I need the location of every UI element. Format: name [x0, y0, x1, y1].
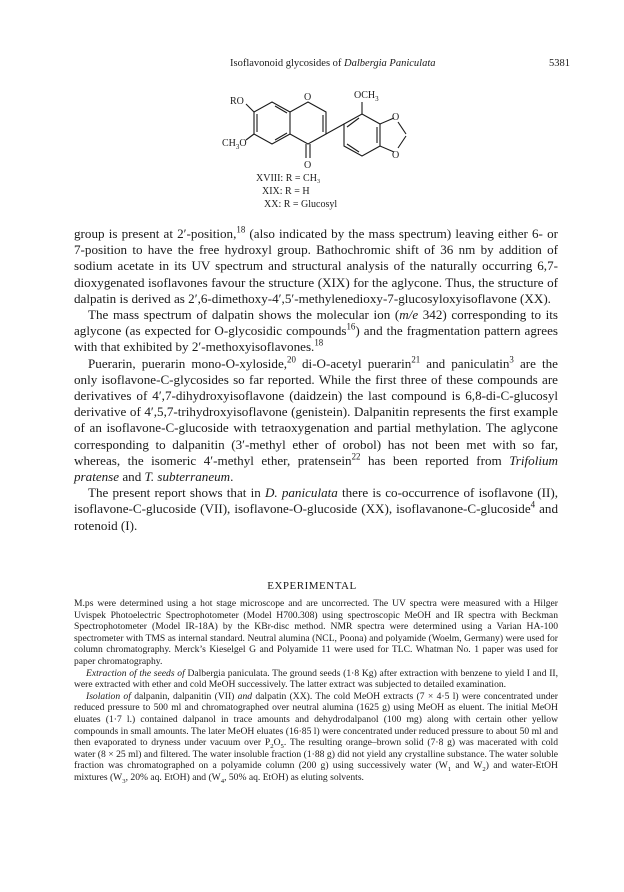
- section-heading-experimental: EXPERIMENTAL: [267, 580, 357, 592]
- experimental-section: [74, 598, 558, 784]
- chemical-structure: [220, 84, 440, 184]
- paragraph: The present report shows that in D. paniculata there is co-occurrence of isoflavone (II), isoflavone-C-glucoside (VII), isoflavone-O-glucoside (XX), isoflavanone-C-glucoside$^4$ and rotenoid (I).: [74, 485, 558, 533]
- paragraph: The mass spectrum of dalpatin shows the molecular ion (m/e 342) corresponding to its aglycone (as expected for O-glycosidic compounds$^{16}$) and the fragmentation pattern agrees with that exhibited by 2′-methoxyisoflavones.$^{18}$: [74, 307, 558, 355]
- compound-label-xx: XX: R = Glucosyl: [264, 199, 338, 210]
- citation: 16: [346, 321, 356, 332]
- atom-methylenedioxy-o1: O: [392, 112, 400, 123]
- atom-ro: RO: [230, 96, 244, 107]
- isoflavone-structure-drawing: [220, 84, 440, 184]
- atom-carbonyl-oxygen: O: [304, 160, 312, 171]
- atom-och3: $OCH_3$: [354, 90, 379, 103]
- citation: 22: [351, 451, 361, 462]
- citation: 3: [509, 354, 514, 365]
- citation: 18: [236, 224, 246, 235]
- paragraph: Puerarin, puerarin mono-O-xyloside,$^{20}$ di-O-acetyl puerarin$^{21}$ and paniculatin$^3$ are the only isoflavone-C-glycosides so far reported. While the first three of these compounds are derivatives of 4′,7-dihydroxyisoflavone (daidzein) the last compound is 6,8-di-C-glucosyl derivative of 4′,5,7-trihydroxyisoflavone (genistein). Dalpanitin represents the first example of an isoflavone-C-glucoside with tetraoxygenation and partial methylation. The aglycone corresponding to dalpanitin (3′-methyl ether of orobol) has not been met with so far, whereas, the isomeric 4′-methyl ether, pratensein$^{22}$ has been reported from Trifolium pratense and T. subterraneum.: [74, 354, 558, 485]
- page-number: 5381: [549, 58, 570, 69]
- citation: 18: [314, 338, 324, 349]
- body-text: [74, 226, 558, 534]
- citation: 20: [287, 354, 296, 365]
- running-title: Isoflavonoid glycosides of Dalbergia Paniculata: [230, 58, 436, 69]
- citation: 21: [411, 354, 421, 365]
- ring-a: [254, 102, 290, 144]
- compound-label-xix: XIX: R = H: [262, 186, 310, 197]
- ring-b: [344, 114, 380, 156]
- atom-ring-oxygen: O: [304, 92, 312, 103]
- paragraph: Extraction of the seeds of Dalbergia paniculata. The ground seeds (1·8 Kg) after extraction with benzene to yield I and II, were extracted with ether and cold MeOH successively. The latter extract was subjected to detailed examination.: [74, 667, 559, 691]
- atom-ch3o: $CH_3O$: [222, 138, 247, 151]
- running-title-genus: Dalbergia Paniculata: [344, 58, 436, 69]
- citation: 4: [530, 500, 536, 511]
- atom-methylenedioxy-o2: O: [392, 150, 400, 161]
- ring-c: [290, 102, 326, 144]
- compound-labels: [250, 172, 410, 211]
- paragraph: Isolation of dalpanin, dalpanitin (VII) and dalpatin (XX). The cold MeOH extracts (7 × 4·5 l) were concentrated under reduced pressure to 500 ml and chromatographed over neutral alumina (1625 g) using MeOH as eluent. The initial MeOH eluates (1·7 l.) contained dalpanol in trace amounts and dehydrodalpanol (100 mg) along with certain other yellow compounds in small amounts. The later MeOH eluates (16·85 l) were concentrated under reduced pressure to about 50 ml and then evaporated to dryness under vacuum over $P_2O_5$. The resulting orange–brown solid (7·8 g) was macerated with cold water (8 × 25 ml) and filtered. The water insoluble fraction (1·88 g) did not yield any crystalline substance. The water soluble fraction was chromatographed on a polyamide column (200 g) using successively water ($W_1$ and $W_2$) and water-EtOH mixtures ($W_3$, 20% aq. EtOH) and ($W_4$, 50% aq. EtOH) as eluting solvents.: [74, 690, 558, 785]
- paragraph: M.ps were determined using a hot stage microscope and are uncorrected. The UV spectra were measured with a Hilger Uvispek Photoelectric Spectrophotometer (Model H700.308) using spectroscopic MeOH and IR spectra with Beckman Spectrophotometer (Model IR-18A) by the KBr-disc method. NMR spectra were determined using a Varian HA-100 spectrometer with TMS as internal standard. Neutral alumina (NCL, Poona) and polyamide (Woelm, Germany) were used for column chromatography. Merck’s Kieselgel G and Polyamide 11 were used for TLC. Whatman No. 1 paper was used for paper chromatography.: [74, 598, 558, 667]
- paragraph: group is present at 2′-position,$^{18}$ (also indicated by the mass spectrum) leaving either 6- or 7-position to have the free hydroxyl group. Bathochromic shift of 36 nm by addition of sodium acetate in its UV spectrum and structural analysis of the naturally occurring 6,7-dioxygenated isoflavones favour the structure (XIX) for the aglycone. Thus, the structure of dalpatin is derived as 2′,6-dimethoxy-4′,5′-methylenedioxy-7-glucosyloxyisoflavone (XX).: [74, 224, 558, 306]
- compound-label-xviii: XVIII: R = CH₃: [256, 173, 321, 184]
- running-header: [0, 58, 624, 74]
